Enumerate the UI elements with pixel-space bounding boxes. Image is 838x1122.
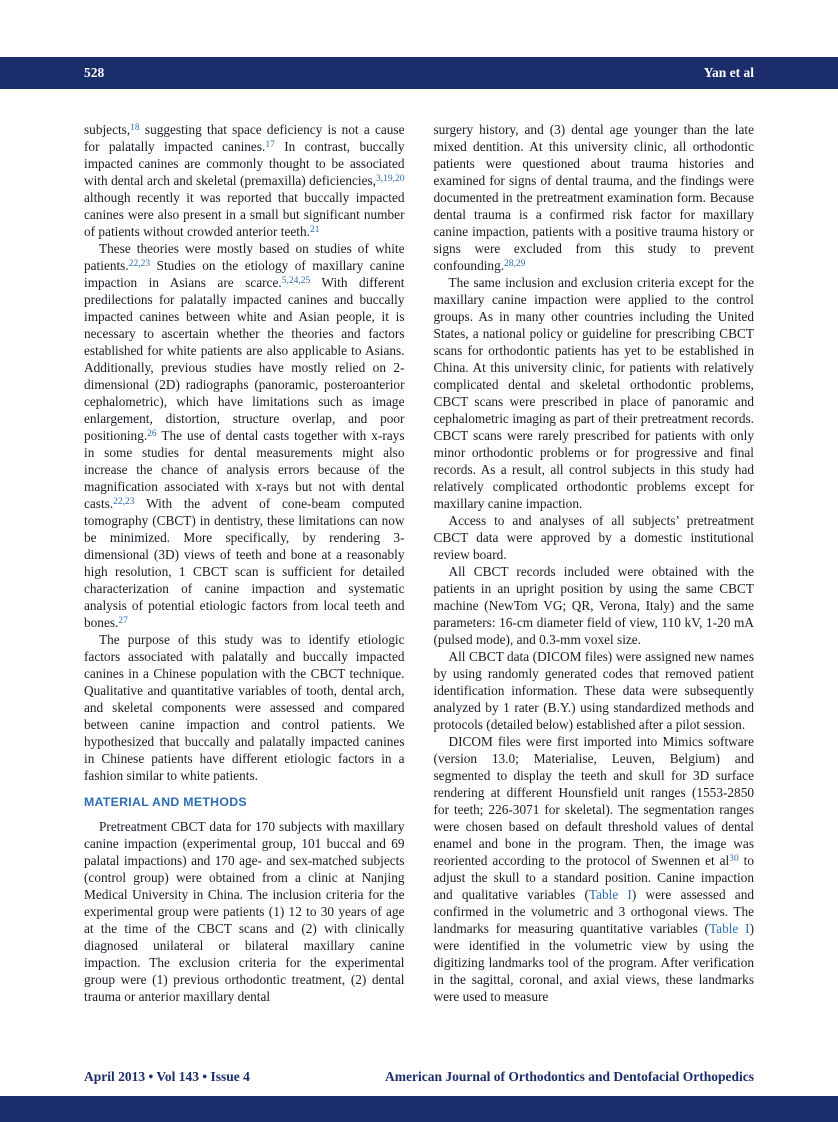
citation-superscript[interactable]: 18 — [130, 123, 140, 133]
header-bar — [0, 57, 838, 89]
paragraph: DICOM files were first imported into Mimics software (version 13.0; Materialise, Leuven, Belgium) and segmented to display the teeth and skull for 3D surface rendering at different Hounsfield unit ranges (1553-2850 for teeth; 226-3071 for skeletal). The segmentation ranges were chosen based on default threshold values of dental enamel and bone in the program. Then, the image was reoriented according to the protocol of Swennen et al$^{30}$ to adjust the skull to a standard position. Canine impaction and qualitative variables (Table I) were assessed and confirmed in the volumetric and 3 orthogonal views. The landmarks for measuring quantitative variables (Table I) were identified in the volumetric view by using the digitizing landmarks tool of the program. After verification in the sagittal, coronal, and axial views, these landmarks were used to measure — [433, 734, 754, 1004]
issue-info: April 2013 • Vol 143 • Issue 4 — [84, 1069, 250, 1084]
paragraph: subjects,$^{18}$ suggesting that space deficiency is not a cause for palatally impacted canines.$^{17}$ In contrast, buccally impacted canines are commonly thought to be associated with dental arch and skeletal (premaxilla) deficiencies,$^{3,19,20}$ although recently it was reported that buccally impacted canines were also present in a small but significant number of patients without crowded anterior teeth.$^{21}$ — [84, 122, 405, 239]
right-column — [434, 121, 755, 1005]
paragraph: The same inclusion and exclusion criteria except for the maxillary canine impaction were applied to the control groups. As in many other countries including the United States, a national policy or guideline for prescribing CBCT scans for orthodontic patients has yet to be established in China. At this university clinic, for patients with relatively complicated dental and skeletal orthodontic problems, CBCT scans were prescribed in place of panoramic and cephalometric imaging as part of their pretreatment records. CBCT scans were rarely prescribed for patients with only minor orthodontic problems or for progressive and final records. As a result, all control subjects in this study had relatively complicated orthodontic problems except for maxillary canine impaction. — [433, 275, 754, 511]
paragraph: These theories were mostly based on studies of white patients.$^{22,23}$ Studies on the etiology of maxillary canine impaction in Asians are scarce.$^{5,24,25}$ With different predilections for palatally impacted canines and buccally impacted canines between white and Asian people, it is necessary to ascertain whether the theories and factors established for white patients are also applicable to Asians. Additionally, previous studies have mostly relied on 2-dimensional (2D) radiographs (panoramic, posteroanterior cephalometric), which have limitations such as image enlargement, distortion, structure overlap, and poor positioning.$^{26}$ The use of dental casts together with x-rays in some studies for dental measurements might also increase the chance of analysis errors because of the magnification associated with x-rays but not with dental casts.$^{22,23}$ With the advent of cone-beam computed tomography (CBCT) in dentistry, these limitations can now be minimized. More specifically, by rendering 3-dimensional (3D) views of teeth and bone at a reasonably high resolution, 1 CBCT scan is sufficient for detailed characterization of canine impaction and systematic analysis of potential etiologic factors from local teeth and bones.$^{27}$ — [84, 241, 405, 630]
citation-superscript[interactable]: 21 — [309, 225, 320, 235]
citation-superscript[interactable]: 3,19,20 — [376, 174, 405, 184]
citation-superscript[interactable]: 26 — [147, 429, 157, 439]
paragraph: All CBCT data (DICOM files) were assigned new names by using randomly generated codes that removed patient identification information. These data were subsequently analyzed by 1 rater (B.Y.) using standardized methods and protocols (detailed below) established after a pilot session. — [433, 649, 754, 732]
table-link[interactable]: Table I — [708, 921, 750, 936]
page-number: 528 — [84, 65, 105, 80]
footer — [84, 1069, 754, 1085]
paragraph: All CBCT records included were obtained with the patients in an upright position by using the same CBCT machine (NewTom VG; QR, Verona, Italy) and the same parameters: 16-cm diameter field of view, 110 kV, 1-20 mA (pulsed mode), and 0.3-mm voxel size. — [433, 564, 754, 647]
citation-superscript[interactable]: 28,29 — [504, 259, 526, 269]
section-heading: MATERIAL AND METHODS — [84, 795, 247, 809]
paragraph: surgery history, and (3) dental age younger than the late mixed dentition. At this university clinic, all orthodontic patients were questioned about trauma histories and examined for signs of dental trauma, and the findings were documented in the pretreatment examination form. Because dental trauma is a confirmed risk factor for maxillary canine impaction, patients with a positive trauma history or signs were excluded from this study to prevent confounding.$^{28,29}$ — [433, 122, 754, 273]
journal-name-link[interactable]: American Journal of Orthodontics and Dentofacial Orthopedics — [385, 1069, 754, 1084]
running-head: Yan et al — [703, 65, 754, 80]
left-column — [84, 121, 405, 1005]
citation-superscript[interactable]: 22,23 — [128, 259, 151, 269]
citation-superscript[interactable]: 5,24,25 — [281, 276, 311, 286]
paragraph: The purpose of this study was to identify etiologic factors associated with palatally and buccally impacted canines in a Chinese population with the CBCT technique. Qualitative and quantitative variables of tooth, dental arch, and skeletal components were assessed and compared between canine impaction and control patients. We hypothesized that buccally and palatally impacted canines in Chinese patients have different etiologic factors in a fashion similar to white patients. — [84, 632, 405, 783]
citation-superscript[interactable]: 27 — [118, 616, 128, 626]
paragraph: Pretreatment CBCT data for 170 subjects with maxillary canine impaction (experimental group, 101 buccal and 69 palatal impactions) and 170 age- and sex-matched subjects (control group) were obtained from a clinic at Nanjing Medical University in China. The inclusion criteria for the experimental group were patients (1) 12 to 30 years of age at the time of the CBCT scans and (2) with clinically diagnosed unilateral or bilateral maxillary canine impaction. The exclusion criteria for the experimental group were (1) previous orthodontic treatment, (2) dental trauma or anterior maxillary dental — [84, 819, 405, 1004]
footer-bar — [0, 1096, 838, 1122]
citation-superscript[interactable]: 17 — [265, 140, 275, 150]
table-link[interactable]: Table I — [588, 887, 632, 902]
citation-superscript[interactable]: 30 — [729, 854, 739, 864]
article-body — [84, 121, 754, 1005]
paragraph: Access to and analyses of all subjects’ pretreatment CBCT data were approved by a domestic institutional review board. — [433, 513, 754, 562]
citation-superscript[interactable]: 22,23 — [113, 497, 135, 507]
